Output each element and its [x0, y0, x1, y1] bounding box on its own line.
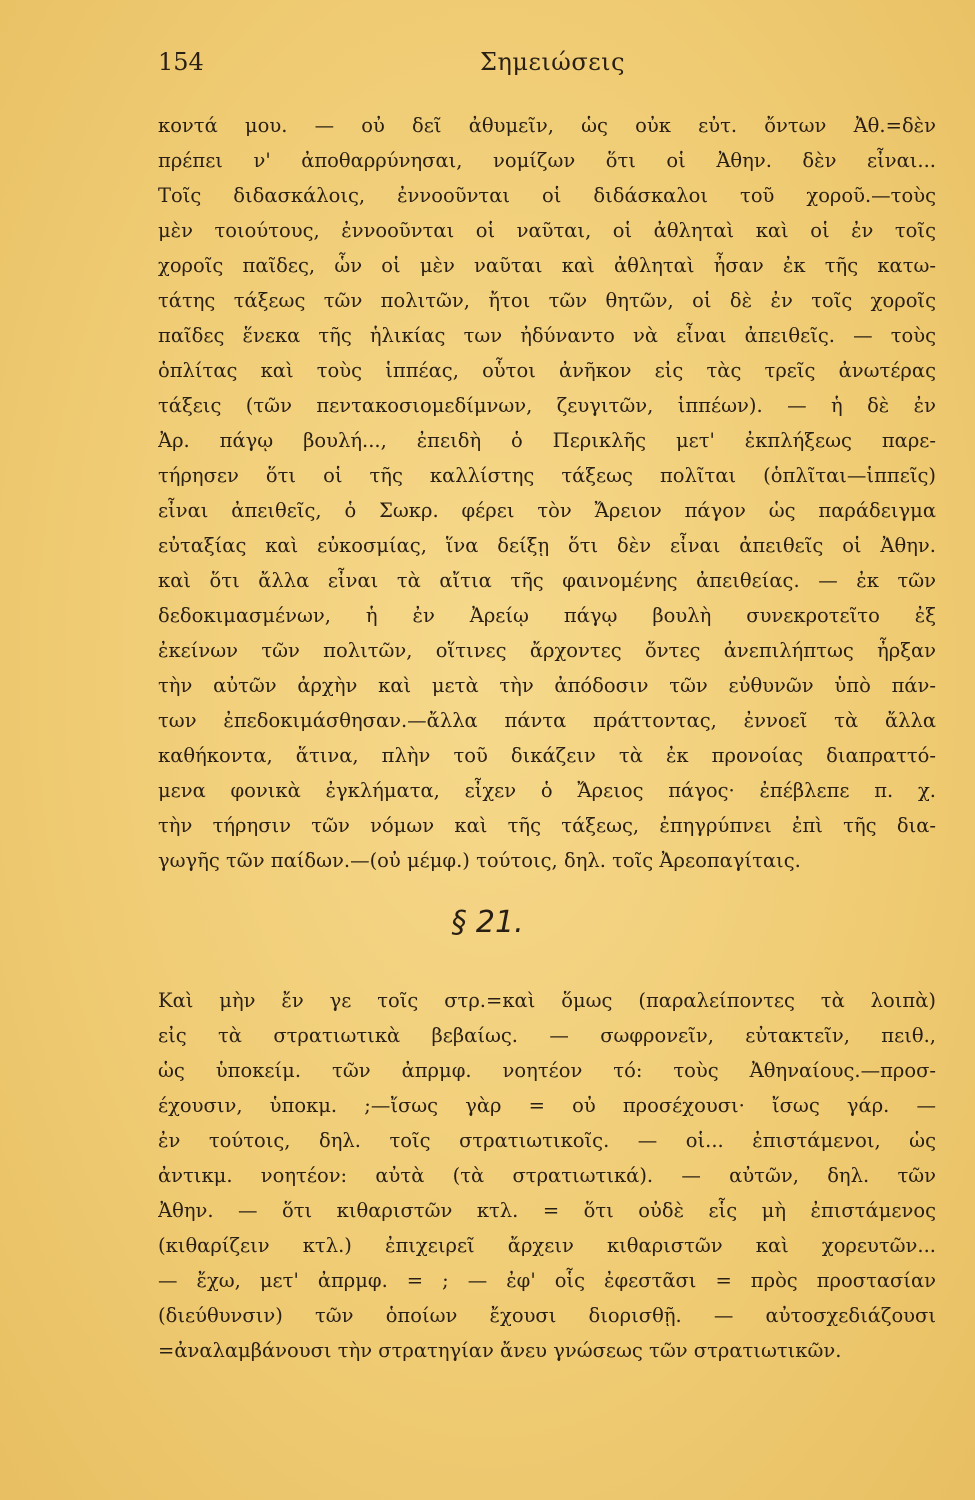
- text-line: — ἔχω, μετ' ἀπρμφ. = ; — ἐφ' οἷς ἐφεστᾶσι = πρὸς προστασίαν: [158, 1269, 936, 1292]
- text-line: των ἐπεδοκιμάσθησαν.—ἄλλα πάντα πράττοντας, ἐννοεῖ τὰ ἄλλα: [158, 709, 936, 732]
- section-heading: § 21.: [451, 905, 524, 940]
- text-line: Ἀρ. πάγῳ βουλή..., ἐπειδὴ ὁ Περικλῆς μετ' ἐκπλήξεως παρε-: [158, 429, 936, 452]
- text-line: Τοῖς διδασκάλοις, ἐννοοῦνται οἱ διδάσκαλοι τοῦ χοροῦ.—τοὺς: [158, 184, 936, 207]
- paragraph-notes-20: [158, 108, 936, 878]
- text-line: (διεύθυνσιν) τῶν ὁποίων ἔχουσι διορισθῇ. — αὐτοσχεδιάζουσι: [158, 1304, 936, 1327]
- text-line: (κιθαρίζειν κτλ.) ἐπιχειρεῖ ἄρχειν κιθαριστῶν καὶ χορευτῶν...: [158, 1234, 936, 1257]
- text-line: τήρησεν ὅτι οἱ τῆς καλλίστης τάξεως πολῖται (ὁπλῖται—ἱππεῖς): [158, 464, 936, 487]
- text-line: έχουσιν, ὑποκμ. ;—ἴσως γὰρ = οὐ προσέχουσι· ἴσως γάρ. —: [158, 1094, 936, 1117]
- text-line: κοντά μου. — οὐ δεῖ ἀθυμεῖν, ὡς οὐκ εὐτ. ὄντων Ἀθ.=δὲν: [158, 114, 936, 137]
- text-line: παῖδες ἕνεκα τῆς ἡλικίας των ἠδύναντο νὰ εἶναι ἀπειθεῖς. — τοὺς: [158, 324, 936, 347]
- text-line: καὶ ὅτι ἄλλα εἶναι τὰ αἴτια τῆς φαινομένης ἀπειθείας. — ἐκ τῶν: [158, 569, 936, 592]
- text-line: ἐν τούτοις, δηλ. τοῖς στρατιωτικοῖς. — οἱ... ἐπιστάμενοι, ὡς: [158, 1129, 936, 1152]
- text-line: μὲν τοιούτους, ἐννοοῦνται οἱ ναῦται, οἱ ἀθληταὶ καὶ οἱ ἐν τοῖς: [158, 219, 936, 242]
- text-line: εὐταξίας καὶ εὐκοσμίας, ἵνα δείξῃ ὅτι δὲν εἶναι ἀπειθεῖς οἱ Ἀθην.: [158, 534, 936, 557]
- text-line: ἀντικμ. νοητέον: αὐτὰ (τὰ στρατιωτικά). — αὐτῶν, δηλ. τῶν: [158, 1164, 936, 1187]
- text-line: τὴν τήρησιν τῶν νόμων καὶ τῆς τάξεως, ἐπηγρύπνει ἐπὶ τῆς δια-: [158, 814, 936, 837]
- paragraph-notes-21: [158, 983, 936, 1368]
- text-line: καθήκοντα, ἅτινα, πλὴν τοῦ δικάζειν τὰ ἐκ προνοίας διαπραττό-: [158, 744, 936, 767]
- text-line: εἶναι ἀπειθεῖς, ὁ Σωκρ. φέρει τὸν Ἄρειον πάγον ὡς παράδειγμα: [158, 499, 936, 522]
- running-title: Σημειώσεις: [480, 48, 626, 76]
- text-line: δεδοκιμασμένων, ἡ ἐν Ἀρείῳ πάγῳ βουλὴ συνεκροτεῖτο ἐξ: [158, 604, 936, 627]
- text-line: ὡς ὑποκείμ. τῶν ἀπρμφ. νοητέον τό: τοὺς Ἀθηναίους.—προσ-: [158, 1059, 936, 1082]
- text-line: εἰς τὰ στρατιωτικὰ βεβαίως. — σωφρονεῖν, εὐτακτεῖν, πειθ.,: [158, 1024, 936, 1047]
- text-line: τάξεις (τῶν πεντακοσιομεδίμνων, ζευγιτῶν, ἱππέων). — ἡ δὲ ἐν: [158, 394, 936, 417]
- text-line: χοροῖς παῖδες, ὧν οἱ μὲν ναῦται καὶ ἀθληταὶ ἦσαν ἐκ τῆς κατω-: [158, 254, 936, 277]
- text-line: μενα φονικὰ ἐγκλήματα, εἶχεν ὁ Ἄρειος πάγος· ἐπέβλεπε π. χ.: [158, 779, 936, 802]
- text-line: ὁπλίτας καὶ τοὺς ἱππέας, οὗτοι ἀνῆκον εἰς τὰς τρεῖς ἀνωτέρας: [158, 359, 936, 382]
- text-line: τάτης τάξεως τῶν πολιτῶν, ἤτοι τῶν θητῶν, οἱ δὲ ἐν τοῖς χοροῖς: [158, 289, 936, 312]
- text-line: =ἀναλαμβάνουσι τὴν στρατηγίαν ἄνευ γνώσεως τῶν στρατιωτικῶν.: [158, 1339, 842, 1362]
- text-line: τὴν αὐτῶν ἀρχὴν καὶ μετὰ τὴν ἀπόδοσιν τῶν εὐθυνῶν ὑπὸ πάν-: [158, 674, 936, 697]
- text-line: γωγῆς τῶν παίδων.—(οὐ μέμφ.) τούτοις, δηλ. τοῖς Ἀρεοπαγίταις.: [158, 849, 801, 872]
- page-header: [158, 48, 938, 80]
- text-line: ἐκείνων τῶν πολιτῶν, οἵτινες ἄρχοντες ὄντες ἀνεπιλήπτως ἦρξαν: [158, 639, 936, 662]
- text-line: πρέπει ν' ἀποθαρρύνησαι, νομίζων ὅτι οἱ Ἀθην. δὲν εἶναι...: [158, 149, 936, 172]
- text-line: Ἀθην. — ὅτι κιθαριστῶν κτλ. = ὅτι οὐδὲ εἷς μὴ ἐπιστάμενος: [158, 1199, 936, 1222]
- page-number: 154: [158, 48, 204, 76]
- text-line: Καὶ μὴν ἔν γε τοῖς στρ.=καὶ ὅμως (παραλείποντες τὰ λοιπὰ): [158, 989, 936, 1012]
